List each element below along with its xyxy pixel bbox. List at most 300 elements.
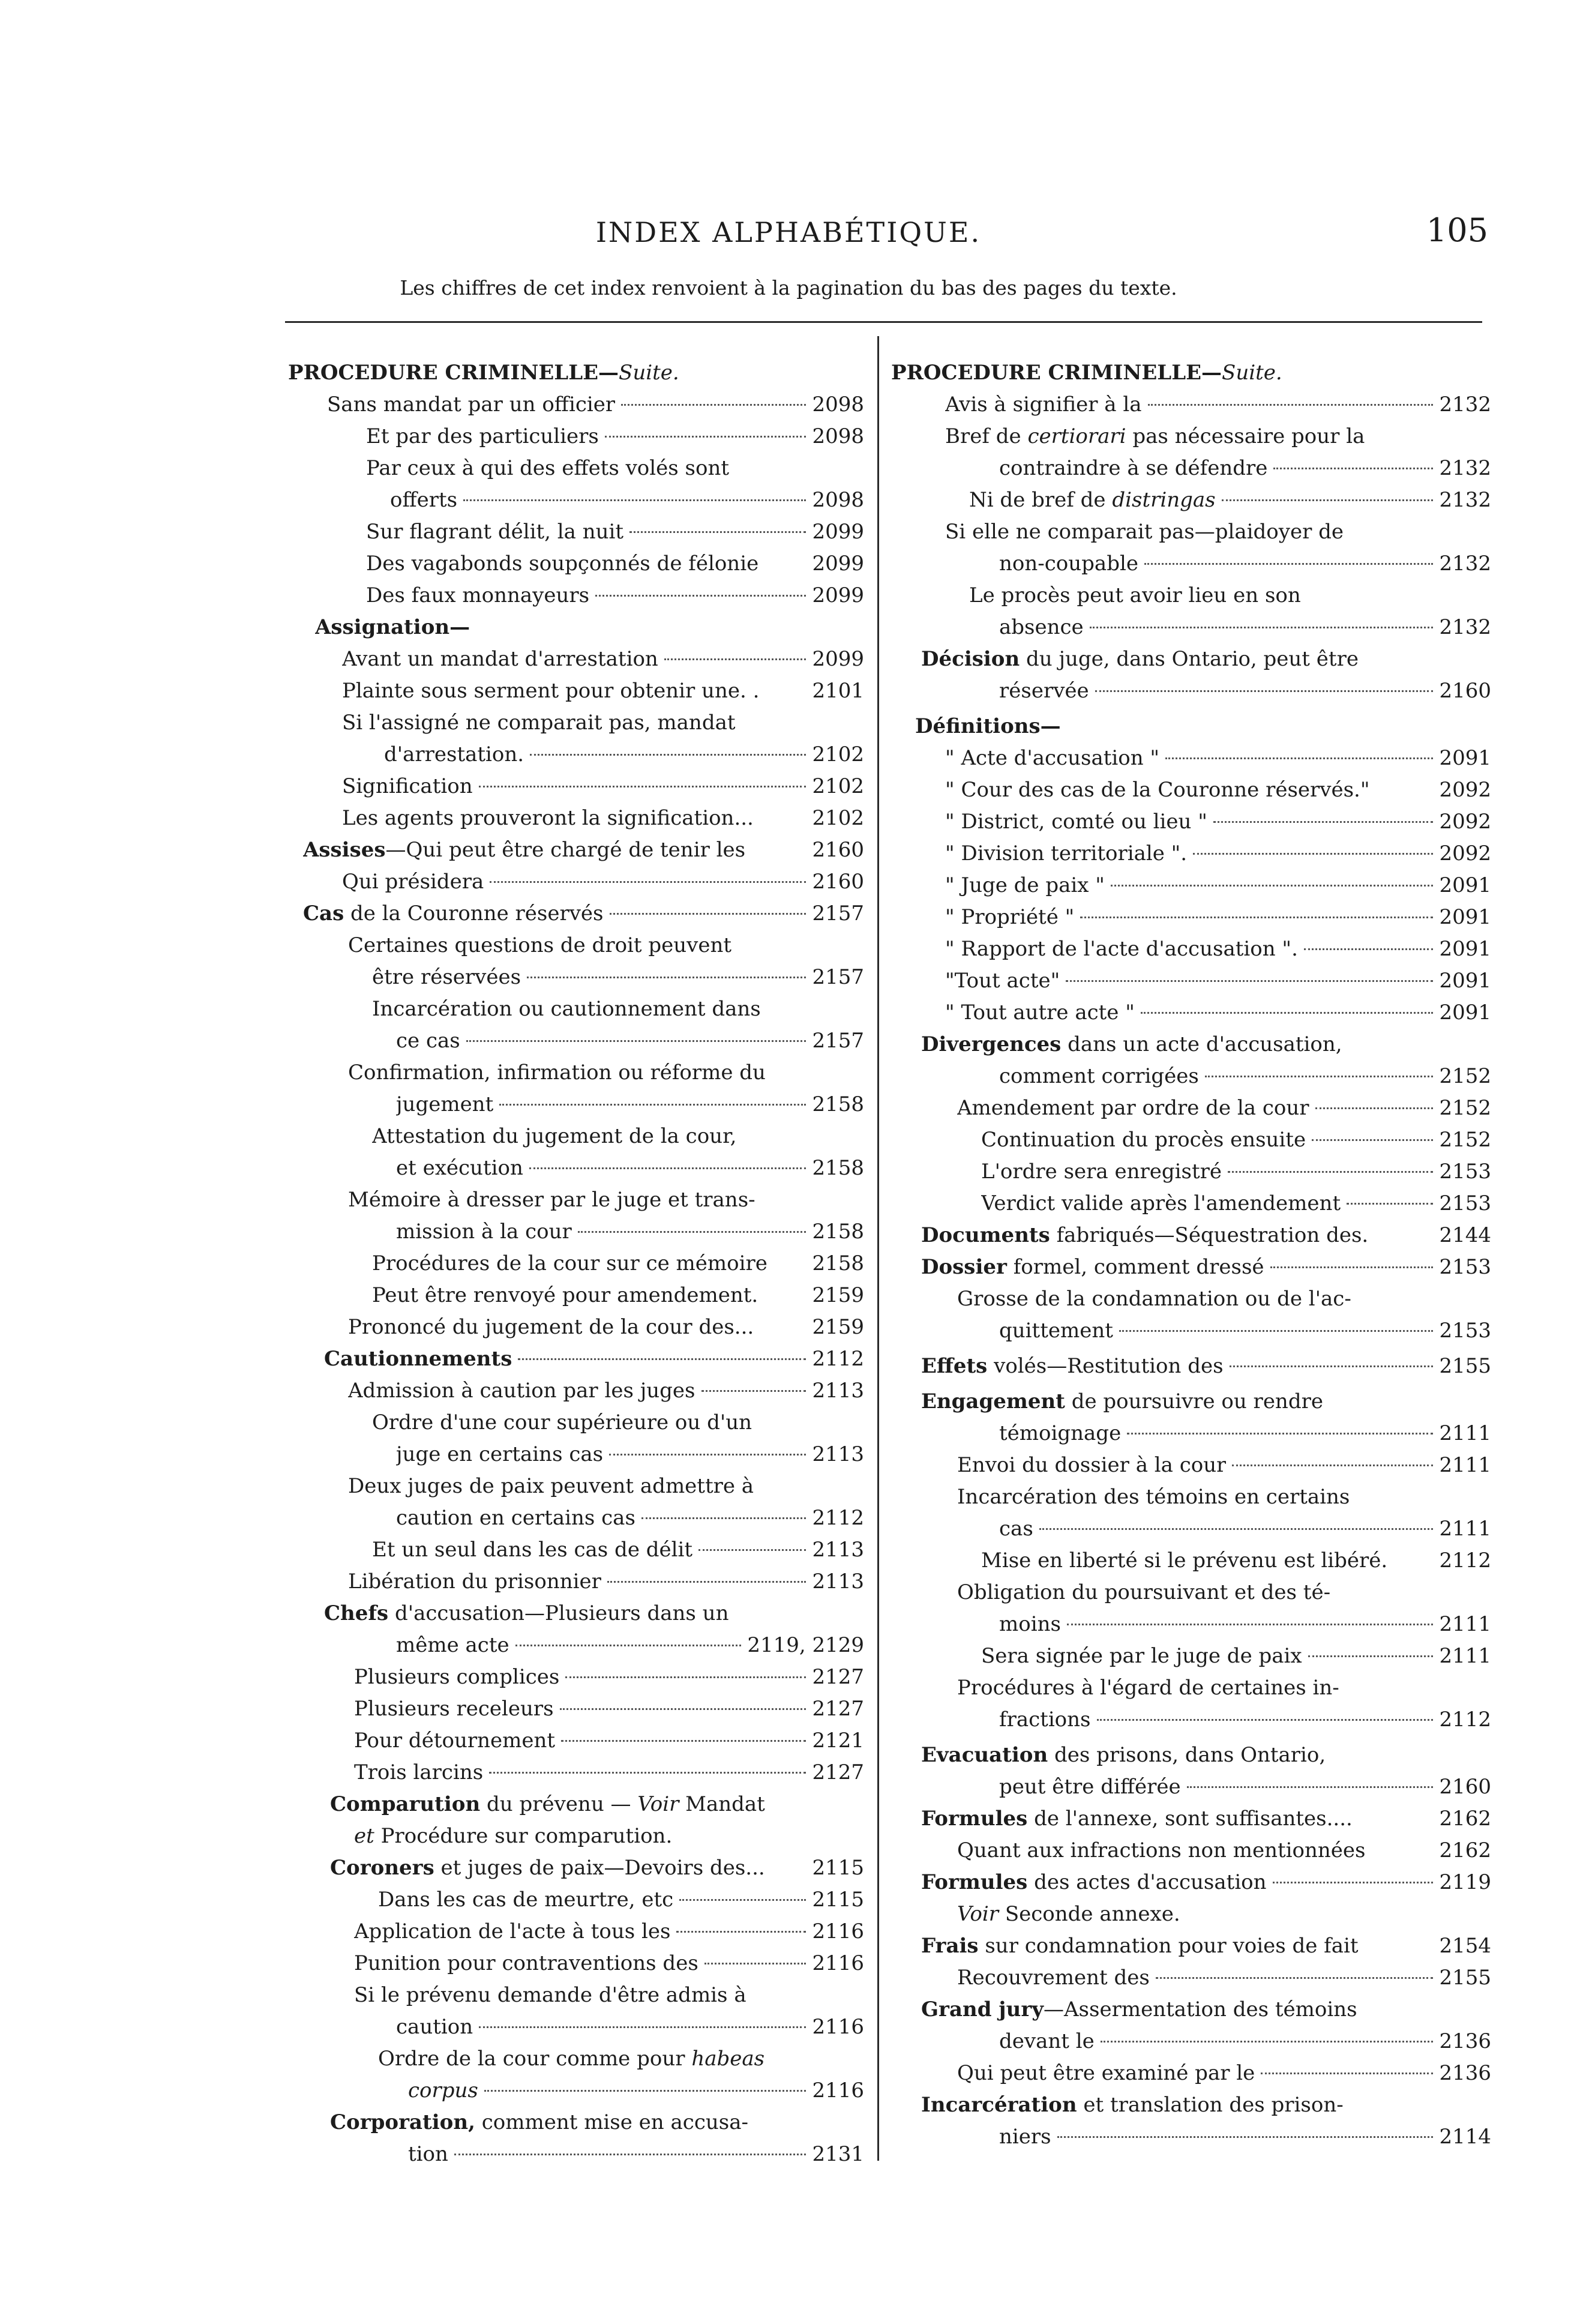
index-entry	[288, 675, 864, 707]
entry-text: cas	[999, 1517, 1033, 1541]
entry-text: d'accusation—Plusieurs dans un	[388, 1601, 729, 1625]
index-entry	[288, 2075, 864, 2107]
entry-keyword: Effets	[921, 1354, 988, 1378]
entry-text: offerts	[390, 488, 458, 512]
index-entry	[288, 1852, 864, 1884]
entry-label	[354, 1725, 555, 1757]
entry-label	[303, 898, 604, 930]
entry-label	[348, 1057, 766, 1089]
page-ref: 2092	[1439, 810, 1491, 834]
entry-text: Quant aux infractions non mentionnées	[957, 1838, 1366, 1862]
entry-keyword: Comparution	[330, 1792, 481, 1816]
entry-label	[945, 902, 1074, 933]
page-ref: 2158	[812, 1220, 864, 1244]
entry-keyword: Formules	[921, 1807, 1028, 1831]
entry-text: fractions	[999, 1708, 1091, 1732]
index-entry	[288, 930, 864, 962]
leader-dots	[704, 1963, 807, 1964]
index-entry	[288, 2139, 864, 2170]
entry-label	[303, 834, 745, 866]
index-entry	[891, 612, 1491, 643]
entry-label	[348, 1184, 755, 1216]
entry-text: comment corrigées	[999, 1064, 1199, 1088]
leader-dots	[610, 913, 807, 915]
page-ref: 2111	[1439, 1612, 1491, 1636]
leader-dots	[1057, 2136, 1434, 2138]
page-ref: 2153	[1439, 1191, 1491, 1215]
entry-label	[348, 1566, 601, 1598]
entry-text: Grosse de la condamnation ou de l'ac-	[957, 1287, 1351, 1311]
page-ref: 2154	[1439, 1934, 1491, 1958]
index-entry	[288, 453, 864, 484]
index-entry	[891, 1449, 1491, 1481]
page-ref: 2155	[1439, 1354, 1491, 1378]
index-entry	[288, 2043, 864, 2075]
entry-italic: Voir	[957, 1902, 999, 1926]
leader-dots	[1312, 1139, 1433, 1141]
index-entry	[891, 2058, 1491, 2089]
entry-text: Obligation du poursuivant et des té-	[957, 1580, 1331, 1604]
column-divider	[877, 336, 879, 2161]
entry-label	[408, 2139, 448, 2170]
page-ref: 2158	[812, 1251, 864, 1275]
entry-label	[396, 1216, 572, 1248]
entry-text: Et un seul dans les cas de délit	[372, 1538, 693, 1562]
entry-label	[957, 1962, 1150, 1994]
entry-label	[372, 1121, 736, 1152]
entry-text: Ni de bref de	[969, 488, 1113, 512]
page-ref: 2098	[812, 393, 864, 417]
page-ref: 2152	[1439, 1128, 1491, 1152]
entry-text: ce cas	[396, 1029, 460, 1053]
entry-text: Punition pour contraventions des	[354, 1951, 698, 1975]
page-ref: 2111	[1439, 1644, 1491, 1668]
entry-text: dans un acte d'accusation,	[1061, 1032, 1342, 1056]
entry-label	[921, 1251, 1264, 1283]
leader-dots	[454, 2154, 807, 2155]
index-entry	[891, 389, 1491, 421]
entry-label	[969, 484, 1216, 516]
index-entry	[891, 870, 1491, 902]
heading-suffix: Suite.	[1222, 361, 1282, 385]
entry-label	[999, 1609, 1061, 1640]
header-rule	[285, 321, 1482, 323]
entry-keyword: Formules	[921, 1870, 1028, 1894]
entry-text: peut être différée	[999, 1775, 1181, 1799]
leader-dots	[490, 881, 806, 883]
entry-text: Ordre de la cour comme pour	[378, 2047, 692, 2071]
index-entry	[288, 1661, 864, 1693]
index-entry	[891, 1704, 1491, 1736]
entry-label	[915, 711, 1061, 742]
entry-text: formel, comment dressé	[1006, 1255, 1264, 1279]
leader-dots	[1228, 1171, 1433, 1173]
leader-dots	[1127, 1433, 1433, 1434]
index-entry	[891, 453, 1491, 484]
entry-label	[348, 1471, 754, 1502]
leader-dots	[518, 1358, 806, 1360]
page-ref: 2116	[812, 2015, 864, 2039]
entry-label	[999, 2026, 1095, 2058]
entry-label	[957, 1898, 1180, 1930]
index-entry	[891, 484, 1491, 516]
page-ref: 2115	[812, 1856, 864, 1880]
entry-label	[957, 1577, 1330, 1609]
entry-label	[342, 771, 473, 802]
leader-dots	[527, 977, 806, 978]
entry-label	[957, 1835, 1365, 1867]
index-entry	[891, 1061, 1491, 1092]
index-entry	[288, 866, 864, 898]
leader-dots	[1148, 404, 1434, 406]
entry-keyword: Dossier	[921, 1255, 1007, 1279]
entry-label	[354, 1979, 746, 2011]
page-ref: 2160	[812, 838, 864, 862]
index-entry	[891, 421, 1491, 453]
entry-text: Plusieurs complices	[354, 1665, 560, 1689]
page-ref: 2132	[1439, 393, 1491, 417]
entry-text: Libération du prisonnier	[348, 1570, 601, 1594]
leader-dots	[1315, 1107, 1434, 1109]
page-ref: 2091	[1439, 1001, 1491, 1025]
index-entry	[891, 1672, 1491, 1704]
index-entry	[288, 1248, 864, 1280]
index-entry	[288, 1152, 864, 1184]
entry-text: Plainte sous serment pour obtenir une. .	[342, 679, 760, 703]
page-ref: 2153	[1439, 1319, 1491, 1343]
leader-dots	[621, 404, 806, 406]
page-ref: 2119	[1439, 1870, 1491, 1894]
entry-label	[366, 421, 599, 453]
leader-dots	[529, 1167, 807, 1169]
column-heading	[891, 357, 1491, 389]
index-entry	[288, 1343, 864, 1375]
leader-dots	[1230, 1365, 1434, 1367]
entry-text: Avant un mandat d'arrestation	[342, 647, 658, 671]
page-ref: 2091	[1439, 937, 1491, 961]
index-entry	[288, 1948, 864, 1979]
entry-text: Prononcé du jugement de la cour des...	[348, 1315, 754, 1339]
entry-keyword: Documents	[921, 1223, 1050, 1247]
entry-keyword: Divergences	[921, 1032, 1062, 1056]
page-ref: 2136	[1439, 2029, 1491, 2053]
entry-label	[354, 1820, 672, 1852]
entry-label	[354, 1757, 483, 1789]
entry-label	[372, 1407, 752, 1439]
page-ref: 2160	[1439, 1775, 1491, 1799]
page-ref: 2111	[1439, 1453, 1491, 1477]
entry-label	[396, 1439, 603, 1471]
page-ref: 2158	[812, 1092, 864, 1116]
entry-keyword: Cas	[303, 902, 344, 926]
leader-dots	[1141, 1012, 1434, 1014]
entry-label	[354, 1693, 554, 1725]
page-ref: 2152	[1439, 1064, 1491, 1088]
index-entry	[288, 707, 864, 739]
index-entry	[891, 806, 1491, 838]
entry-keyword: Assises	[303, 838, 386, 862]
leader-dots	[641, 1517, 807, 1519]
page-ref: 2121	[812, 1729, 864, 1753]
entry-label	[999, 453, 1267, 484]
entry-label	[945, 774, 1370, 806]
entry-label	[348, 1311, 754, 1343]
index-entry	[288, 1057, 864, 1089]
entry-keyword: Engagement	[921, 1389, 1065, 1413]
index-entry	[891, 1771, 1491, 1803]
index-entry	[891, 1092, 1491, 1124]
leader-dots	[1347, 1203, 1433, 1205]
index-entry	[288, 1502, 864, 1534]
entry-label	[354, 1948, 698, 1979]
entry-text: Peut être renvoyé pour amendement.	[372, 1283, 758, 1307]
leader-dots	[1304, 948, 1434, 950]
index-entry	[288, 2107, 864, 2139]
leader-dots	[1111, 885, 1434, 887]
entry-text: Avis à signifier à la	[945, 393, 1142, 417]
entry-label	[921, 1739, 1326, 1771]
index-entry	[288, 1407, 864, 1439]
index-entry	[891, 774, 1491, 806]
column-heading	[288, 357, 864, 389]
entry-text: Signification	[342, 774, 473, 798]
index-entry	[288, 1566, 864, 1598]
index-entry	[288, 389, 864, 421]
index-entry	[891, 1350, 1491, 1382]
index-entry	[288, 643, 864, 675]
heading-text: PROCEDURE CRIMINELLE—	[288, 361, 619, 385]
index-entry	[288, 1884, 864, 1916]
entry-label	[921, 1994, 1357, 2026]
entry-label	[957, 2058, 1255, 2089]
entry-label	[945, 421, 1365, 453]
entry-text: quittement	[999, 1319, 1113, 1343]
page-ref: 2162	[1439, 1838, 1491, 1862]
entry-label	[366, 516, 623, 548]
leader-dots	[489, 1772, 806, 1774]
entry-label	[945, 965, 1060, 997]
entry-label	[921, 1930, 1359, 1962]
entry-text: mission à la cour	[396, 1220, 572, 1244]
page-ref: 2153	[1439, 1255, 1491, 1279]
index-entry	[288, 516, 864, 548]
entry-label	[921, 1867, 1267, 1898]
index-entry	[891, 933, 1491, 965]
page-ref: 2119, 2129	[747, 1633, 864, 1657]
page-ref: 2092	[1439, 841, 1491, 865]
entry-label	[354, 1661, 559, 1693]
entry-text: sur condamnation pour voies de fait	[978, 1934, 1359, 1958]
entry-text: des actes d'accusation	[1027, 1870, 1267, 1894]
entry-label	[372, 962, 521, 993]
entry-text: tion	[408, 2142, 448, 2166]
index-entry	[288, 1693, 864, 1725]
entry-text: et exécution	[396, 1156, 523, 1180]
leader-dots	[1067, 1624, 1434, 1625]
entry-text: " Acte d'accusation "	[945, 746, 1160, 770]
entry-italic: Voir	[637, 1792, 679, 1816]
index-entry	[288, 1311, 864, 1343]
index-entry	[891, 516, 1491, 548]
entry-text: de l'annexe, sont suffisantes....	[1027, 1807, 1353, 1831]
leader-dots	[479, 2026, 806, 2028]
index-entry	[891, 902, 1491, 933]
index-entry	[288, 962, 864, 993]
page-ref: 2116	[812, 1919, 864, 1943]
index-entry	[288, 1375, 864, 1407]
entry-text: Par ceux à qui des effets volés sont	[366, 456, 730, 480]
entry-label	[945, 516, 1344, 548]
index-entry	[288, 1979, 864, 2011]
entry-text: Dans les cas de meurtre, etc	[378, 1888, 674, 1912]
page-ref: 2127	[812, 1665, 864, 1689]
entry-label	[366, 580, 589, 612]
heading-suffix: Suite.	[619, 361, 679, 385]
entry-label	[921, 1803, 1353, 1835]
index-entry	[891, 1835, 1491, 1867]
index-entry	[288, 580, 864, 612]
index-entry	[891, 1251, 1491, 1283]
page-ref: 2116	[812, 1951, 864, 1975]
leader-dots	[578, 1231, 807, 1233]
entry-label	[957, 1672, 1339, 1704]
entry-label	[378, 1884, 673, 1916]
index-entry	[288, 1789, 864, 1820]
leader-dots	[595, 595, 806, 597]
entry-keyword: Frais	[921, 1934, 979, 1958]
entry-text: du prévenu —	[480, 1792, 638, 1816]
entry-label	[330, 2107, 748, 2139]
entry-label	[999, 1315, 1113, 1347]
leader-dots	[609, 1454, 806, 1456]
entry-text: Trois larcins	[354, 1760, 484, 1784]
index-entry	[288, 421, 864, 453]
leader-dots	[1039, 1528, 1434, 1530]
entry-text: Des faux monnayeurs	[366, 583, 590, 607]
entry-text: d'arrestation.	[384, 742, 524, 766]
entry-text: réservée	[999, 679, 1089, 703]
index-entry	[288, 1471, 864, 1502]
entry-italic: habeas	[691, 2047, 765, 2071]
left-column	[288, 357, 864, 2170]
page-ref: 2102	[812, 742, 864, 766]
page-ref: 2144	[1439, 1223, 1491, 1247]
leader-dots	[1066, 980, 1433, 982]
entry-text: Mémoire à dresser par le juge et trans-	[348, 1188, 755, 1212]
entry-text: volés—Restitution des	[987, 1354, 1224, 1378]
index-entries	[891, 389, 1491, 2153]
entry-label	[921, 1029, 1342, 1061]
index-entry	[288, 1280, 864, 1311]
entry-text: "Tout acte"	[945, 969, 1060, 993]
entry-text: et juges de paix—Devoirs des...	[434, 1856, 765, 1880]
leader-dots	[607, 1581, 807, 1583]
entry-label	[921, 2089, 1344, 2121]
right-column	[891, 357, 1491, 2153]
entry-italic: et	[354, 1824, 374, 1848]
page-ref: 2091	[1439, 905, 1491, 929]
page-ref: 2132	[1439, 488, 1491, 512]
entry-label	[957, 1481, 1350, 1513]
index-entry	[891, 2121, 1491, 2153]
index-note: Les chiffres de cet index renvoient à la pagination du bas des pages du texte.	[400, 276, 1177, 300]
index-entry	[891, 1386, 1491, 1418]
page-ref: 2111	[1439, 1421, 1491, 1445]
entry-label	[999, 1418, 1121, 1449]
entry-text: jugement	[396, 1092, 494, 1116]
entry-label	[372, 1280, 758, 1311]
leader-dots	[701, 1390, 807, 1392]
leader-dots	[1193, 853, 1433, 855]
entry-italic: corpus	[408, 2079, 478, 2103]
index-entry	[891, 1898, 1491, 1930]
page-ref: 2159	[812, 1315, 864, 1339]
entry-text: Mise en liberté si le prévenu est libéré.	[981, 1549, 1388, 1573]
index-entry	[288, 802, 864, 834]
index-entry	[288, 612, 864, 643]
entry-label	[315, 612, 470, 643]
leader-dots	[1232, 1465, 1433, 1466]
leader-dots	[479, 786, 807, 787]
leader-dots	[629, 531, 806, 533]
entry-text: " Tout autre acte "	[945, 1001, 1135, 1025]
entry-label	[921, 643, 1359, 675]
page-ref: 2099	[812, 647, 864, 671]
page-ref: 2102	[812, 806, 864, 830]
index-entry	[891, 1029, 1491, 1061]
page-ref: 2112	[812, 1506, 864, 1530]
entry-keyword: Evacuation	[921, 1743, 1048, 1767]
index-entry	[891, 997, 1491, 1029]
entry-text: Si l'assigné ne comparait pas, mandat	[342, 711, 736, 735]
page-ref: 2101	[812, 679, 864, 703]
leader-dots	[1187, 1786, 1434, 1788]
index-entry	[891, 2026, 1491, 2058]
entry-label	[921, 1350, 1224, 1382]
entry-keyword: Incarcération	[921, 2093, 1077, 2117]
entry-text-cont: Procédure sur comparution.	[374, 1824, 673, 1848]
entry-text: Procédures de la cour sur ce mémoire	[372, 1251, 767, 1275]
entry-text: fabriqués—Séquestration des.	[1050, 1223, 1369, 1247]
leader-dots	[664, 658, 807, 660]
page-ref: 2099	[812, 583, 864, 607]
entry-text: Si elle ne comparait pas—plaidoyer de	[945, 520, 1344, 544]
index-entry	[891, 548, 1491, 580]
page-ref: 2112	[1439, 1708, 1491, 1732]
entry-label	[999, 675, 1089, 707]
entry-keyword: Cautionnements	[324, 1347, 512, 1371]
entry-text: Le procès peut avoir lieu en son	[969, 583, 1301, 607]
entry-text: Continuation du procès ensuite	[981, 1128, 1306, 1152]
index-entry	[891, 711, 1491, 742]
page-ref: 2113	[812, 1570, 864, 1594]
entry-label	[342, 866, 484, 898]
leader-dots	[484, 2090, 807, 2092]
index-entry	[288, 484, 864, 516]
entry-text: Sera signée par le juge de paix	[981, 1644, 1302, 1668]
leader-dots	[1097, 1719, 1434, 1721]
page-ref: 2132	[1439, 615, 1491, 639]
entry-label	[342, 707, 736, 739]
entry-text-cont: pas nécessaire pour la	[1126, 424, 1365, 448]
leader-dots	[1119, 1330, 1434, 1332]
page-ref: 2102	[812, 774, 864, 798]
page-number: 105	[1426, 211, 1488, 249]
leader-dots	[1156, 1977, 1434, 1979]
entry-text: L'ordre sera enregistré	[981, 1160, 1222, 1184]
entry-label	[330, 1852, 765, 1884]
leader-dots	[676, 1931, 806, 1933]
